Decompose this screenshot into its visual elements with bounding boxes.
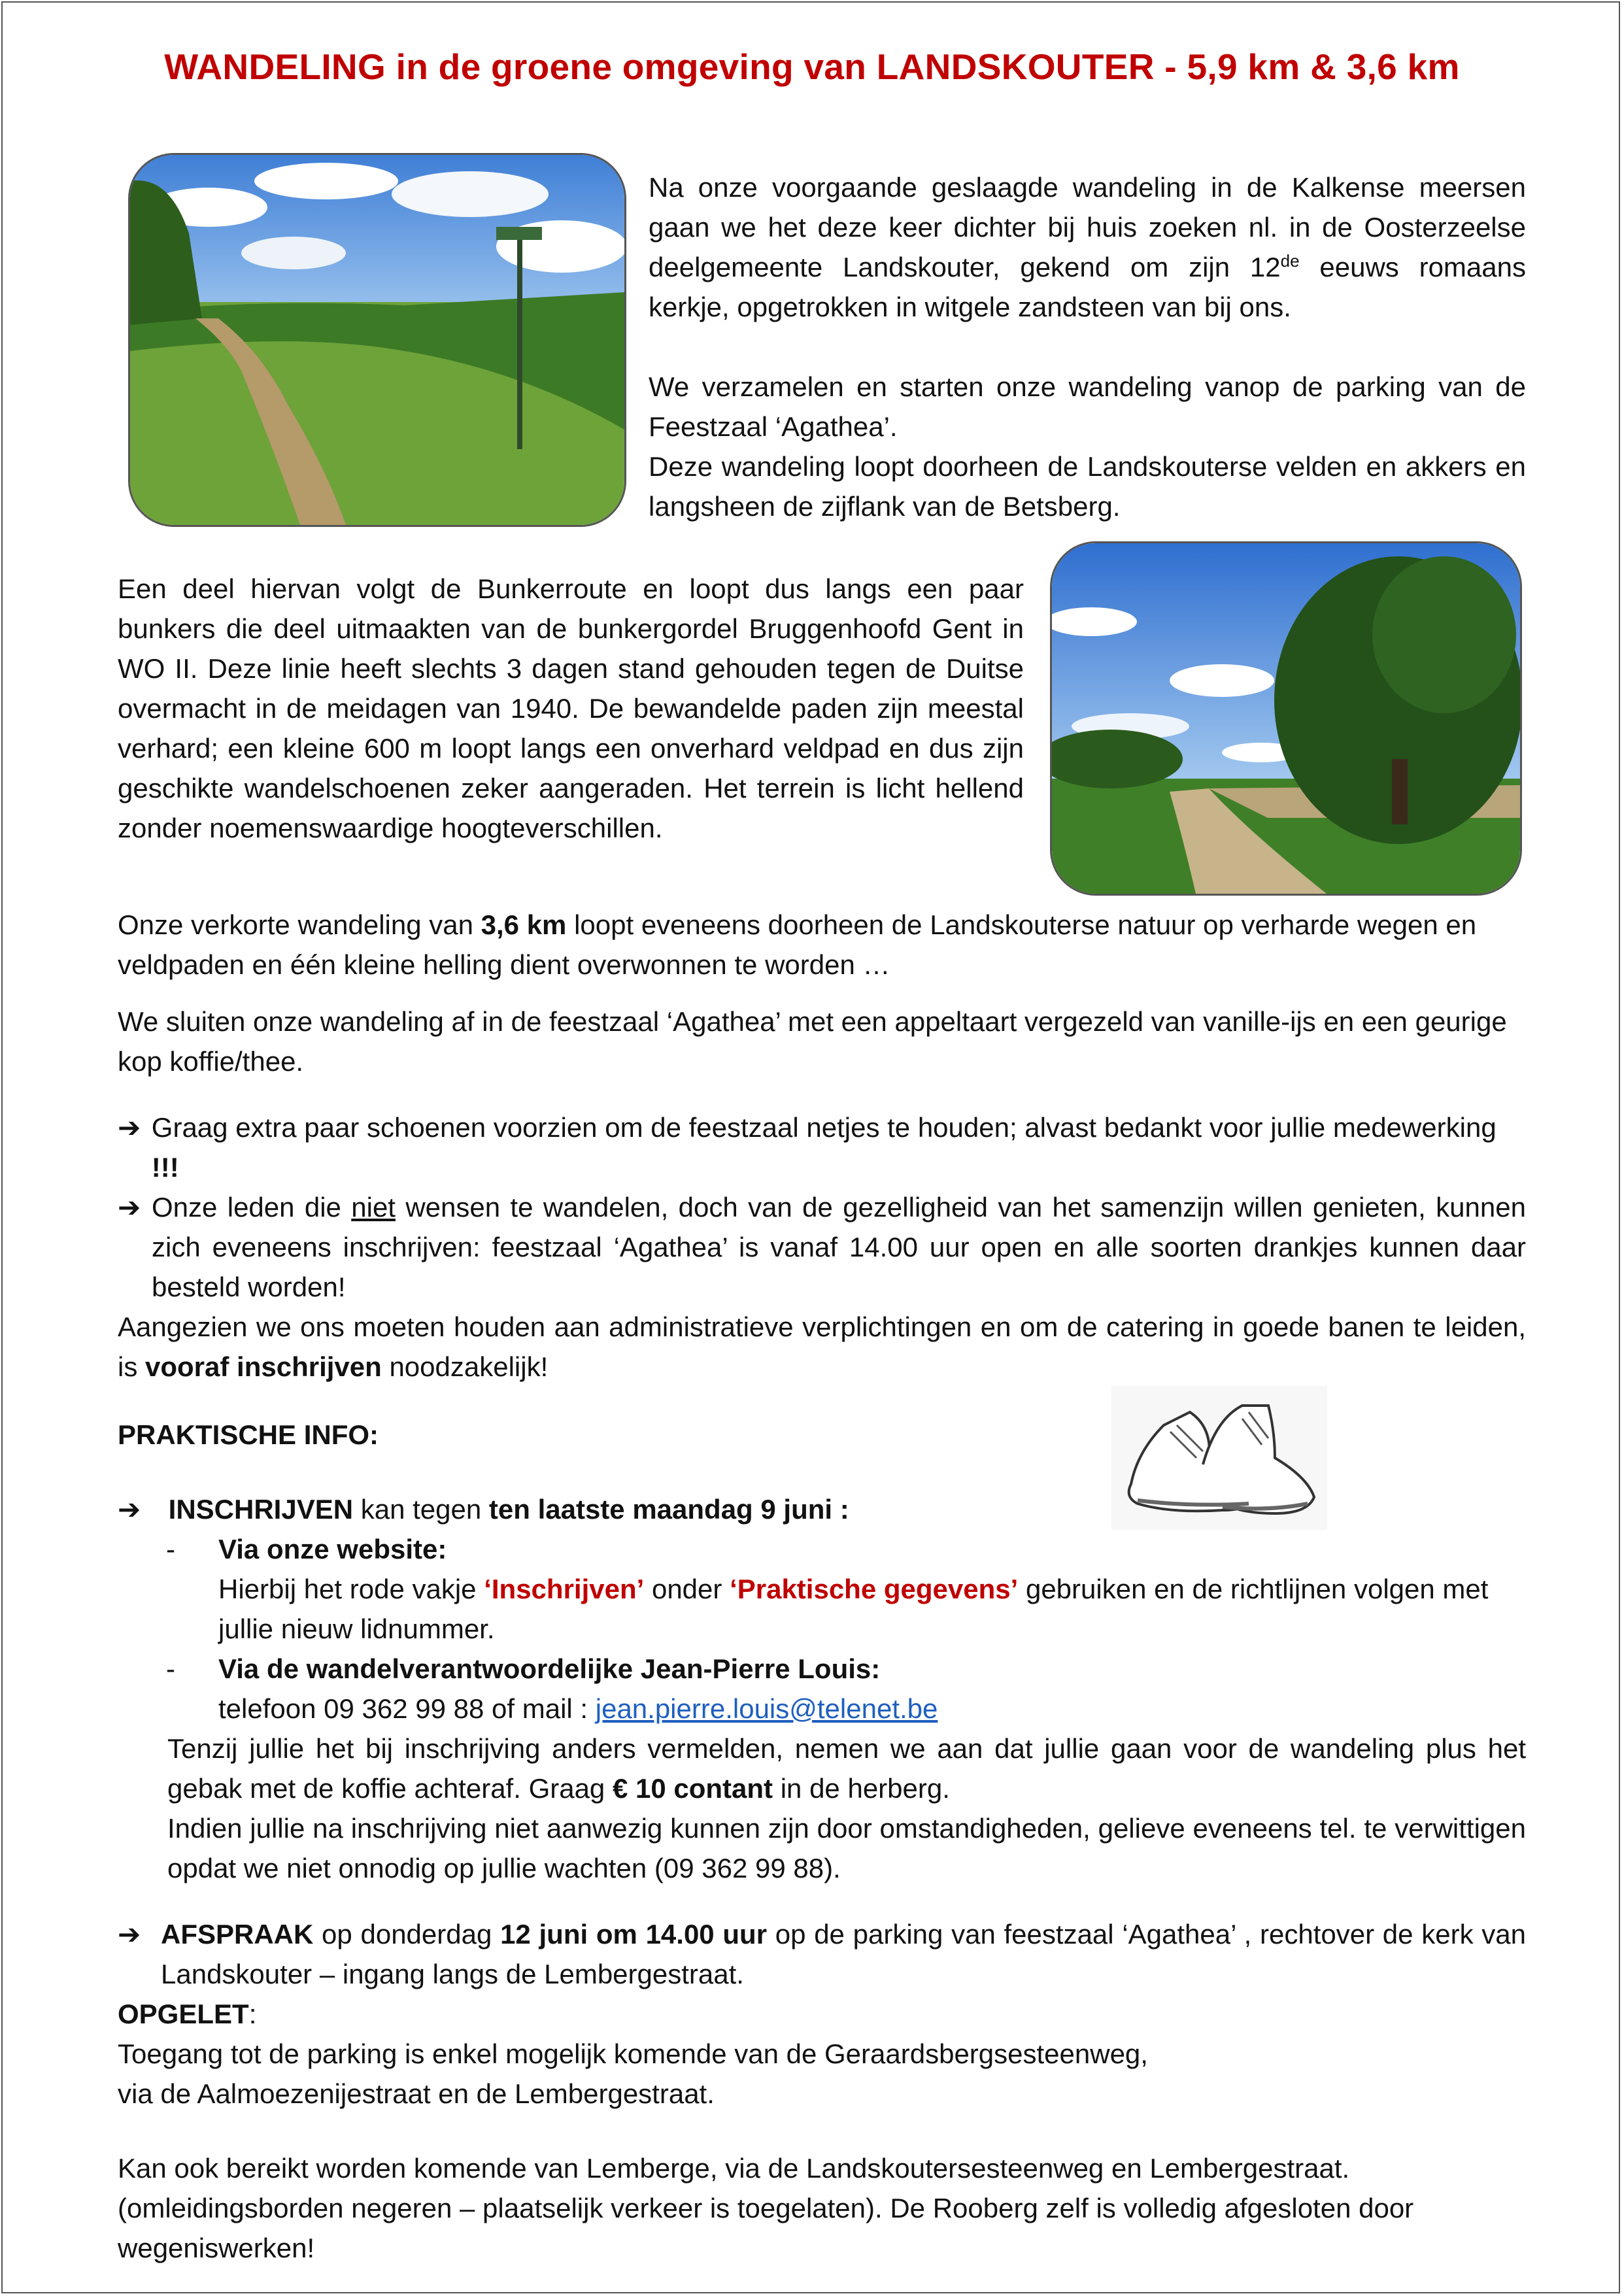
- intro-paragraph-2: We verzamelen en starten onze wandeling vanop de parking van de Feestzaal ‘Agathea’.: [649, 371, 1526, 442]
- bunker-paragraph: Een deel hiervan volgt de Bunkerroute en loopt dus langs een paar bunkers die deel uitmaakten van de bunkergordel Bruggenhoofd Gent in WO II. Deze linie heeft slechts 3 dagen stand gehouden tegen de Duitse overmacht in de meidagen van 1940. De bewandelde paden zijn meestal verhard; een kleine 600 m loopt langs een onverhard veldpad en dus zijn geschikte wandelschoenen zeker aangeraden. Het terrein is licht hellend zonder noemenswaardige hoogteverschillen.: [118, 573, 1024, 843]
- note-shoes: ➔ Graag extra paar schoenen voorzien om de feestzaal netjes te houden; alvast bedankt voor jullie medewerking !!!: [118, 1107, 1526, 1187]
- arrow-right-icon: ➔: [118, 1112, 141, 1143]
- contact-details: telefoon 09 362 99 88 of mail : jean.pierre.louis@telenet.be: [218, 1693, 938, 1724]
- note-non-walkers: ➔ Onze leden die niet wensen te wandelen, doch van de gezelligheid van het samenzijn willen genieten, kunnen zich eveneens inschrijven: feestzaal ‘Agathea’ is vanaf 14.00 uur open en alle soorten drankjes kunnen daar besteld worden!: [118, 1187, 1526, 1307]
- website-heading: Via onze website:: [218, 1534, 447, 1564]
- intro-paragraph-3: Deze wandeling loopt doorheen de Landskouterse velden en akkers en langsheen de zijflank van de Betsberg.: [649, 451, 1526, 522]
- admin-paragraph: Aangezien we ons moeten houden aan administratieve verplichtingen en om de catering in goede banen te leiden, is vooraf inschrijven noodzakelijk!: [118, 1311, 1526, 1382]
- praktische-info-heading: PRAKTISCHE INFO:: [118, 1419, 379, 1450]
- photo-field-path: [128, 153, 626, 527]
- arrow-right-icon: ➔: [118, 1192, 141, 1223]
- intro-text: [649, 167, 1526, 526]
- end-paragraph: We sluiten onze wandeling af in de feestzaal ‘Agathea’ met een appeltaart vergezeld van vanille-ijs en een geurige kop koffie/thee.: [118, 1006, 1507, 1077]
- toegang-line-2: via de Aalmoezenijestraat en de Lembergestraat.: [118, 2078, 715, 2109]
- tree-road-image: [1052, 543, 1520, 894]
- toegang-line-1: Toegang tot de parking is enkel mogelijk komende van de Geraardsbergsesteenweg,: [118, 2038, 1148, 2069]
- website-instructions: Hierbij het rode vakje ‘Inschrijven’ onder ‘Praktische gegevens’ gebruiken en de richtlijnen volgen met jullie nieuw lidnummer.: [218, 1574, 1489, 1644]
- page-title: WANDELING in de groene omgeving van LANDSKOUTER - 5,9 km & 3,6 km: [164, 46, 1460, 87]
- arrow-right-icon: ➔: [118, 1494, 141, 1525]
- email-link[interactable]: jean.pierre.louis@telenet.be: [595, 1693, 938, 1724]
- lemberge-paragraph: Kan ook bereikt worden komende van Lemberge, via de Landskoutersesteenweg en Lembergestraat. (omleidingsborden negeren – plaatselijk verkeer is toegelaten). De Rooberg zelf is volledig afgesloten door wegeniswerken!: [118, 2153, 1414, 2263]
- photo-tree-road: [1050, 541, 1522, 896]
- contact-item: - Via de wandelverantwoordelijke Jean-Pierre Louis: telefoon 09 362 99 88 of mail : jean.pierre.louis@telenet.be: [118, 1649, 1526, 1729]
- inschrijven-line: ➔ INSCHRIJVEN kan tegen ten laatste maandag 9 juni :: [118, 1489, 1526, 1529]
- tenzij-paragraph: Tenzij jullie het bij inschrijving anders vermelden, nemen we aan dat jullie gaan voor de wandeling plus het gebak met de koffie achteraf. Graag € 10 contant in de herberg.: [167, 1733, 1526, 1804]
- website-item: - Via onze website: Hierbij het rode vakje ‘Inschrijven’ onder ‘Praktische gegevens’ gebruiken en de richtlijnen volgen met jullie nieuw lidnummer.: [118, 1529, 1526, 1649]
- field-path-image: [130, 155, 624, 525]
- arrow-right-icon: ➔: [118, 1919, 141, 1950]
- contact-heading: Via de wandelverantwoordelijke Jean-Pierre Louis:: [218, 1653, 881, 1684]
- notes-section: [118, 1107, 1526, 1387]
- inschrijven-section: [118, 1489, 1526, 1888]
- opgelet-label: OPGELET:: [118, 1999, 257, 2029]
- indien-paragraph: Indien jullie na inschrijving niet aanwezig kunnen zijn door omstandigheden, gelieve eveneens tel. te verwittigen opdat we niet onnodig op jullie wachten (09 362 99 88).: [167, 1813, 1526, 1883]
- short-walk-paragraph: Onze verkorte wandeling van 3,6 km loopt eveneens doorheen de Landskouterse natuur op verharde wegen en veldpaden en één kleine helling dient overwonnen te worden …: [118, 909, 1477, 980]
- intro-paragraph-1: Na onze voorgaande geslaagde wandeling in de Kalkense meersen gaan we het deze keer dichter bij huis zoeken nl. in de Oosterzeelse deelgemeente Landskouter, gekend om zijn 12de eeuws romaans kerkje, opgetrokken in witgele zandsteen van bij ons.: [649, 172, 1526, 322]
- afspraak-section: [118, 1914, 1526, 2114]
- afspraak-line: ➔ AFSPRAAK op donderdag 12 juni om 14.00 uur op de parking van feestzaal ‘Agathea’ , rechtover de kerk van Landskouter – ingang langs de Lembergestraat.: [118, 1914, 1526, 1994]
